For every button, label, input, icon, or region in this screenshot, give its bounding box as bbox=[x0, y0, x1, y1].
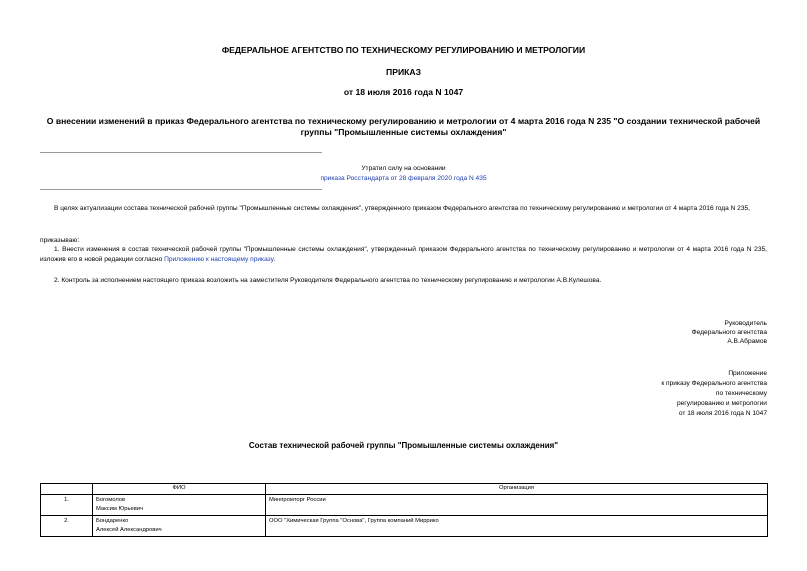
row-number: 1. bbox=[41, 495, 93, 516]
appendix-link[interactable]: Приложению к настоящему приказу bbox=[164, 256, 274, 263]
appendix-line-4: регулированию и метрологии bbox=[676, 400, 767, 407]
member-name bbox=[93, 495, 266, 516]
divider-bottom bbox=[40, 189, 322, 190]
appendix-label: Приложение bbox=[728, 370, 767, 377]
doc-type: ПРИКАЗ bbox=[386, 67, 421, 77]
appendix-line-3: по техническому bbox=[715, 390, 767, 397]
order-word: приказываю: bbox=[40, 237, 80, 244]
member-given-names: Алексей Александрович bbox=[96, 527, 162, 533]
member-name bbox=[93, 516, 266, 537]
doc-title: О внесении изменений в приказ Федерального агентства по техническому регулированию и метрологии от 4 марта 2016 года N 235 "О создании технической рабочей группы "Промышленные системы охлаждения" bbox=[46, 116, 761, 137]
table-row bbox=[41, 495, 768, 516]
row-number: 2. bbox=[41, 516, 93, 537]
member-surname: Бондаренко bbox=[96, 518, 129, 524]
signature-name: А.В.Абрамов bbox=[727, 338, 767, 345]
col-header-name: ФИО bbox=[93, 484, 266, 495]
appendix-line-5: от 18 июля 2016 года N 1047 bbox=[678, 410, 767, 417]
col-header-organization: Организация bbox=[266, 484, 768, 495]
section-title: Состав технической рабочей группы "Промышленные системы охлаждения" bbox=[248, 441, 559, 450]
member-organization: Минпромторг России bbox=[266, 495, 768, 516]
member-surname: Богомолов bbox=[96, 497, 126, 503]
signature-agency: Федерального агентства bbox=[691, 329, 767, 336]
item-1-end: . bbox=[273, 256, 276, 263]
doc-date-number: от 18 июля 2016 года N 1047 bbox=[343, 87, 464, 97]
divider-top bbox=[40, 152, 322, 153]
intro-paragraph: В целях актуализации состава технической рабочей группы "Промышленные системы охлаждения", утвержденного приказом Федерального агентства по техническому регулированию и метрологии от 4 марта 2016 года N 235, bbox=[54, 205, 751, 212]
signature-title: Руководитель bbox=[724, 320, 767, 327]
item-1-paragraph bbox=[40, 245, 767, 265]
appendix-line-2: к приказу Федерального агентства bbox=[661, 380, 767, 387]
item-2-paragraph: 2. Контроль за исполнением настоящего приказа возложить на заместителя Руководителя Федерального агентства по техническому регулированию и метрологии А.В.Кулешова. bbox=[54, 277, 602, 284]
table-header-row bbox=[41, 484, 768, 495]
table-row bbox=[41, 516, 768, 537]
status-link[interactable]: приказа Росстандарта от 28 февраля 2020 года N 435 bbox=[320, 175, 487, 182]
member-organization: ООО "Химическая Группа "Основа", Группа компаний Миррико bbox=[266, 516, 768, 537]
member-given-names: Максим Юрьевич bbox=[96, 506, 144, 512]
item-1-text: 1. Внести изменения в состав технической рабочей группы "Промышленные системы охлаждения", утвержденный приказом Федерального агентства по техническому регулированию и метрологии от 4 марта 2016 года N 235, изложив его в новой редакции согласно bbox=[40, 246, 767, 263]
agency-name: ФЕДЕРАЛЬНОЕ АГЕНТСТВО ПО ТЕХНИЧЕСКОМУ РЕГУЛИРОВАНИЮ И МЕТРОЛОГИИ bbox=[221, 45, 586, 55]
members-table bbox=[40, 483, 768, 537]
col-header-number bbox=[41, 484, 93, 495]
status-note: Утратил силу на основании bbox=[361, 165, 446, 172]
